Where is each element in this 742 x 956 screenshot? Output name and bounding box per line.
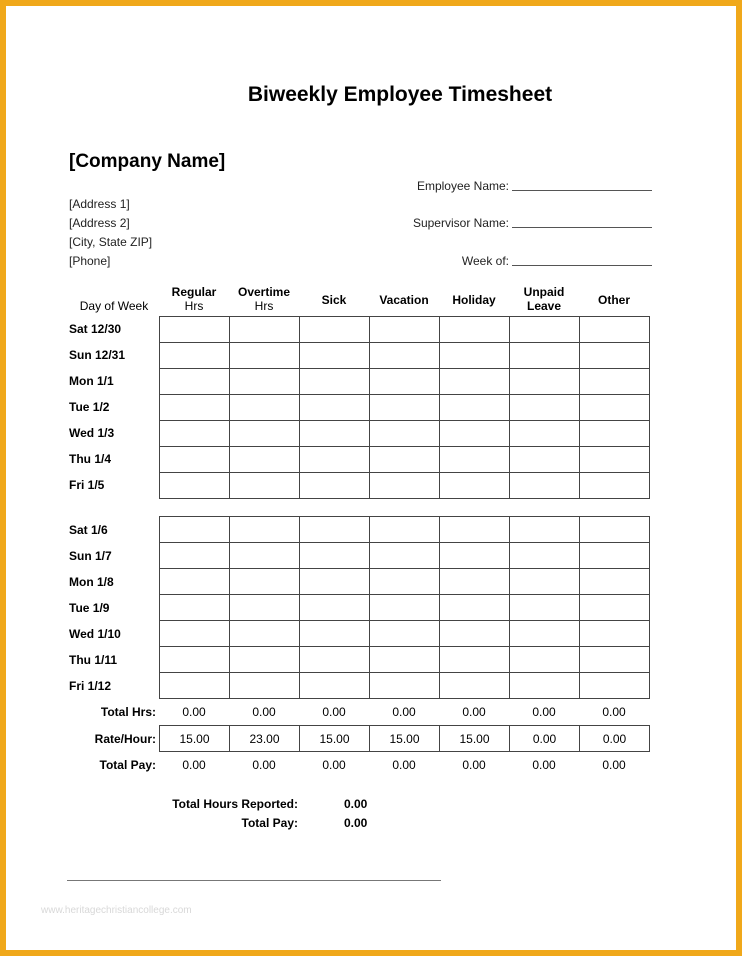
hours-cell[interactable] [160,647,230,673]
hours-cell[interactable] [510,543,580,569]
table-row [160,647,650,673]
hours-cell[interactable] [440,569,510,595]
header-overtime-line2: Hrs [254,299,274,313]
address-1: [Address 1] [69,197,130,211]
day-label: Wed 1/10 [69,627,121,641]
supervisor-name-field[interactable] [512,226,652,228]
hours-cell[interactable] [160,543,230,569]
hours-cell[interactable] [300,369,370,395]
hours-cell[interactable] [370,473,440,499]
total-pay-value: 0.00 [532,758,556,772]
supervisor-name-label: Supervisor Name: [412,216,509,230]
hours-cell[interactable] [440,647,510,673]
rate-cell[interactable]: 0.00 [580,726,650,752]
total-hrs-value: 0.00 [602,705,626,719]
hours-cell[interactable] [300,569,370,595]
day-label: Sat 12/30 [69,322,122,336]
table-row [160,543,650,569]
hours-cell[interactable] [440,369,510,395]
header-vacation: Vacation [379,293,429,307]
hours-cell[interactable] [230,647,300,673]
rate-cell[interactable]: 0.00 [510,726,580,752]
header-unpaid-line1: Unpaid [523,285,565,299]
hours-cell[interactable] [300,647,370,673]
day-label: Sun 1/7 [69,549,112,563]
hours-cell[interactable] [510,517,580,543]
hours-cell[interactable] [580,317,650,343]
total-hrs-value: 0.00 [322,705,346,719]
hours-cell[interactable] [580,621,650,647]
hours-cell[interactable] [230,673,300,699]
hours-cell[interactable] [300,395,370,421]
header-regular-line1: Regular [171,285,217,299]
total-pay-label: Total Pay: [99,758,156,772]
day-label: Thu 1/11 [69,653,118,667]
total-hrs-value: 0.00 [532,705,556,719]
hours-cell[interactable] [580,473,650,499]
hours-cell[interactable] [160,517,230,543]
hours-cell[interactable] [160,621,230,647]
company-name: [Company Name] [69,151,226,172]
header-unpaid-leave [509,285,579,313]
rate-cell[interactable]: 15.00 [300,726,370,752]
hours-cell[interactable] [300,517,370,543]
table-row [160,421,650,447]
table-row [160,621,650,647]
hours-cell[interactable] [510,595,580,621]
total-hours-reported-label: Total Hours Reported: [172,797,298,811]
hours-cell[interactable] [580,343,650,369]
day-label: Fri 1/5 [69,478,105,492]
hours-cell[interactable] [230,517,300,543]
hours-cell[interactable] [230,595,300,621]
hours-cell[interactable] [160,447,230,473]
rate-cell[interactable]: 15.00 [440,726,510,752]
signature-line[interactable] [67,880,441,881]
hours-cell[interactable] [510,673,580,699]
hours-cell[interactable] [160,395,230,421]
day-label: Thu 1/4 [69,452,112,466]
hours-cell[interactable] [370,317,440,343]
hours-cell[interactable] [160,421,230,447]
week2-grid [159,516,650,699]
hours-cell[interactable] [230,621,300,647]
hours-cell[interactable] [580,369,650,395]
header-overtime [229,285,299,313]
total-pay-value: 0.00 [392,758,416,772]
total-hours-reported-value: 0.00 [344,797,368,811]
table-row [160,726,650,752]
summary-total-pay-value: 0.00 [344,816,368,830]
hours-cell[interactable] [160,369,230,395]
hours-cell[interactable] [370,517,440,543]
hours-cell[interactable] [510,473,580,499]
total-pay-value: 0.00 [182,758,206,772]
day-label: Mon 1/8 [69,575,114,589]
table-row [160,673,650,699]
hours-cell[interactable] [510,317,580,343]
hours-cell[interactable] [510,369,580,395]
table-row [160,369,650,395]
rate-cell[interactable]: 23.00 [230,726,300,752]
total-hrs-value: 0.00 [392,705,416,719]
hours-cell[interactable] [160,317,230,343]
hours-cell[interactable] [300,317,370,343]
week-of-label: Week of: [461,254,509,268]
hours-cell[interactable] [160,569,230,595]
hours-cell[interactable] [510,569,580,595]
hours-cell[interactable] [510,647,580,673]
table-row [160,343,650,369]
hours-cell[interactable] [160,473,230,499]
rate-cell[interactable]: 15.00 [370,726,440,752]
hours-cell[interactable] [580,517,650,543]
address-2: [Address 2] [69,216,130,230]
hours-cell[interactable] [370,647,440,673]
hours-cell[interactable] [580,595,650,621]
hours-cell[interactable] [440,595,510,621]
table-row [160,595,650,621]
hours-cell[interactable] [440,517,510,543]
hours-cell[interactable] [440,395,510,421]
hours-cell[interactable] [300,447,370,473]
table-row [160,395,650,421]
hours-cell[interactable] [580,673,650,699]
day-label: Mon 1/1 [69,374,114,388]
day-label: Sat 1/6 [69,523,108,537]
total-pay-value: 0.00 [322,758,346,772]
hours-cell[interactable] [510,621,580,647]
phone: [Phone] [69,254,111,268]
hours-cell[interactable] [300,621,370,647]
table-row [160,447,650,473]
hours-cell[interactable] [300,543,370,569]
rate-label: Rate/Hour: [94,732,156,746]
hours-cell[interactable] [230,473,300,499]
hours-cell[interactable] [160,595,230,621]
day-label: Sun 12/31 [69,348,126,362]
header-unpaid-line2: Leave [526,299,562,313]
hours-cell[interactable] [370,673,440,699]
hours-cell[interactable] [370,569,440,595]
hours-cell[interactable] [370,395,440,421]
hours-cell[interactable] [300,673,370,699]
hours-cell[interactable] [370,621,440,647]
day-label: Tue 1/9 [69,601,110,615]
total-hrs-value: 0.00 [182,705,206,719]
total-hrs-label: Total Hrs: [100,705,156,719]
header-holiday: Holiday [452,293,496,307]
hours-cell[interactable] [230,543,300,569]
hours-cell[interactable] [580,421,650,447]
hours-cell[interactable] [230,369,300,395]
hours-cell[interactable] [370,595,440,621]
hours-cell[interactable] [580,647,650,673]
hours-cell[interactable] [300,343,370,369]
hours-cell[interactable] [440,473,510,499]
hours-cell[interactable] [440,421,510,447]
rate-cell[interactable]: 15.00 [160,726,230,752]
table-row [160,517,650,543]
hours-cell[interactable] [440,447,510,473]
header-sick: Sick [321,293,347,307]
day-label: Fri 1/12 [69,679,112,693]
week1-grid [159,316,650,499]
rate-grid [159,725,650,752]
total-hrs-value: 0.00 [252,705,276,719]
day-label: Wed 1/3 [69,426,115,440]
header-regular [159,285,229,313]
city-state-zip: [City, State ZIP] [69,235,153,249]
hours-cell[interactable] [440,673,510,699]
day-label: Tue 1/2 [69,400,110,414]
summary-total-pay-label: Total Pay: [241,816,298,830]
week-of-field[interactable] [512,264,652,266]
hours-cell[interactable] [160,343,230,369]
page-title: Biweekly Employee Timesheet [247,83,553,106]
hours-cell[interactable] [370,369,440,395]
hours-cell[interactable] [370,543,440,569]
hours-cell[interactable] [510,421,580,447]
hours-cell[interactable] [440,343,510,369]
hours-cell[interactable] [370,421,440,447]
hours-cell[interactable] [230,421,300,447]
hours-cell[interactable] [230,447,300,473]
hours-cell[interactable] [510,447,580,473]
total-pay-value: 0.00 [602,758,626,772]
employee-name-field[interactable] [512,189,652,191]
header-regular-line2: Hrs [184,299,204,313]
hours-cell[interactable] [230,569,300,595]
hours-cell[interactable] [370,447,440,473]
hours-cell[interactable] [510,343,580,369]
hours-cell[interactable] [230,395,300,421]
hours-cell[interactable] [580,447,650,473]
watermark: www.heritagechristiancollege.com [41,905,192,916]
hours-cell[interactable] [440,317,510,343]
hours-cell[interactable] [230,317,300,343]
total-pay-value: 0.00 [252,758,276,772]
hours-cell[interactable] [580,543,650,569]
hours-cell[interactable] [440,543,510,569]
hours-cell[interactable] [300,421,370,447]
header-overtime-line1: Overtime [237,285,291,299]
table-row [160,473,650,499]
hours-cell[interactable] [370,343,440,369]
hours-cell[interactable] [580,569,650,595]
hours-cell[interactable] [580,395,650,421]
hours-cell[interactable] [300,595,370,621]
header-other: Other [597,293,630,307]
hours-cell[interactable] [160,673,230,699]
total-pay-value: 0.00 [462,758,486,772]
table-row [160,569,650,595]
header-day-of-week: Day of Week [79,299,149,313]
hours-cell[interactable] [510,395,580,421]
hours-cell[interactable] [230,343,300,369]
total-hrs-value: 0.00 [462,705,486,719]
hours-cell[interactable] [440,621,510,647]
hours-cell[interactable] [300,473,370,499]
employee-name-label: Employee Name: [416,179,509,193]
table-row [160,317,650,343]
